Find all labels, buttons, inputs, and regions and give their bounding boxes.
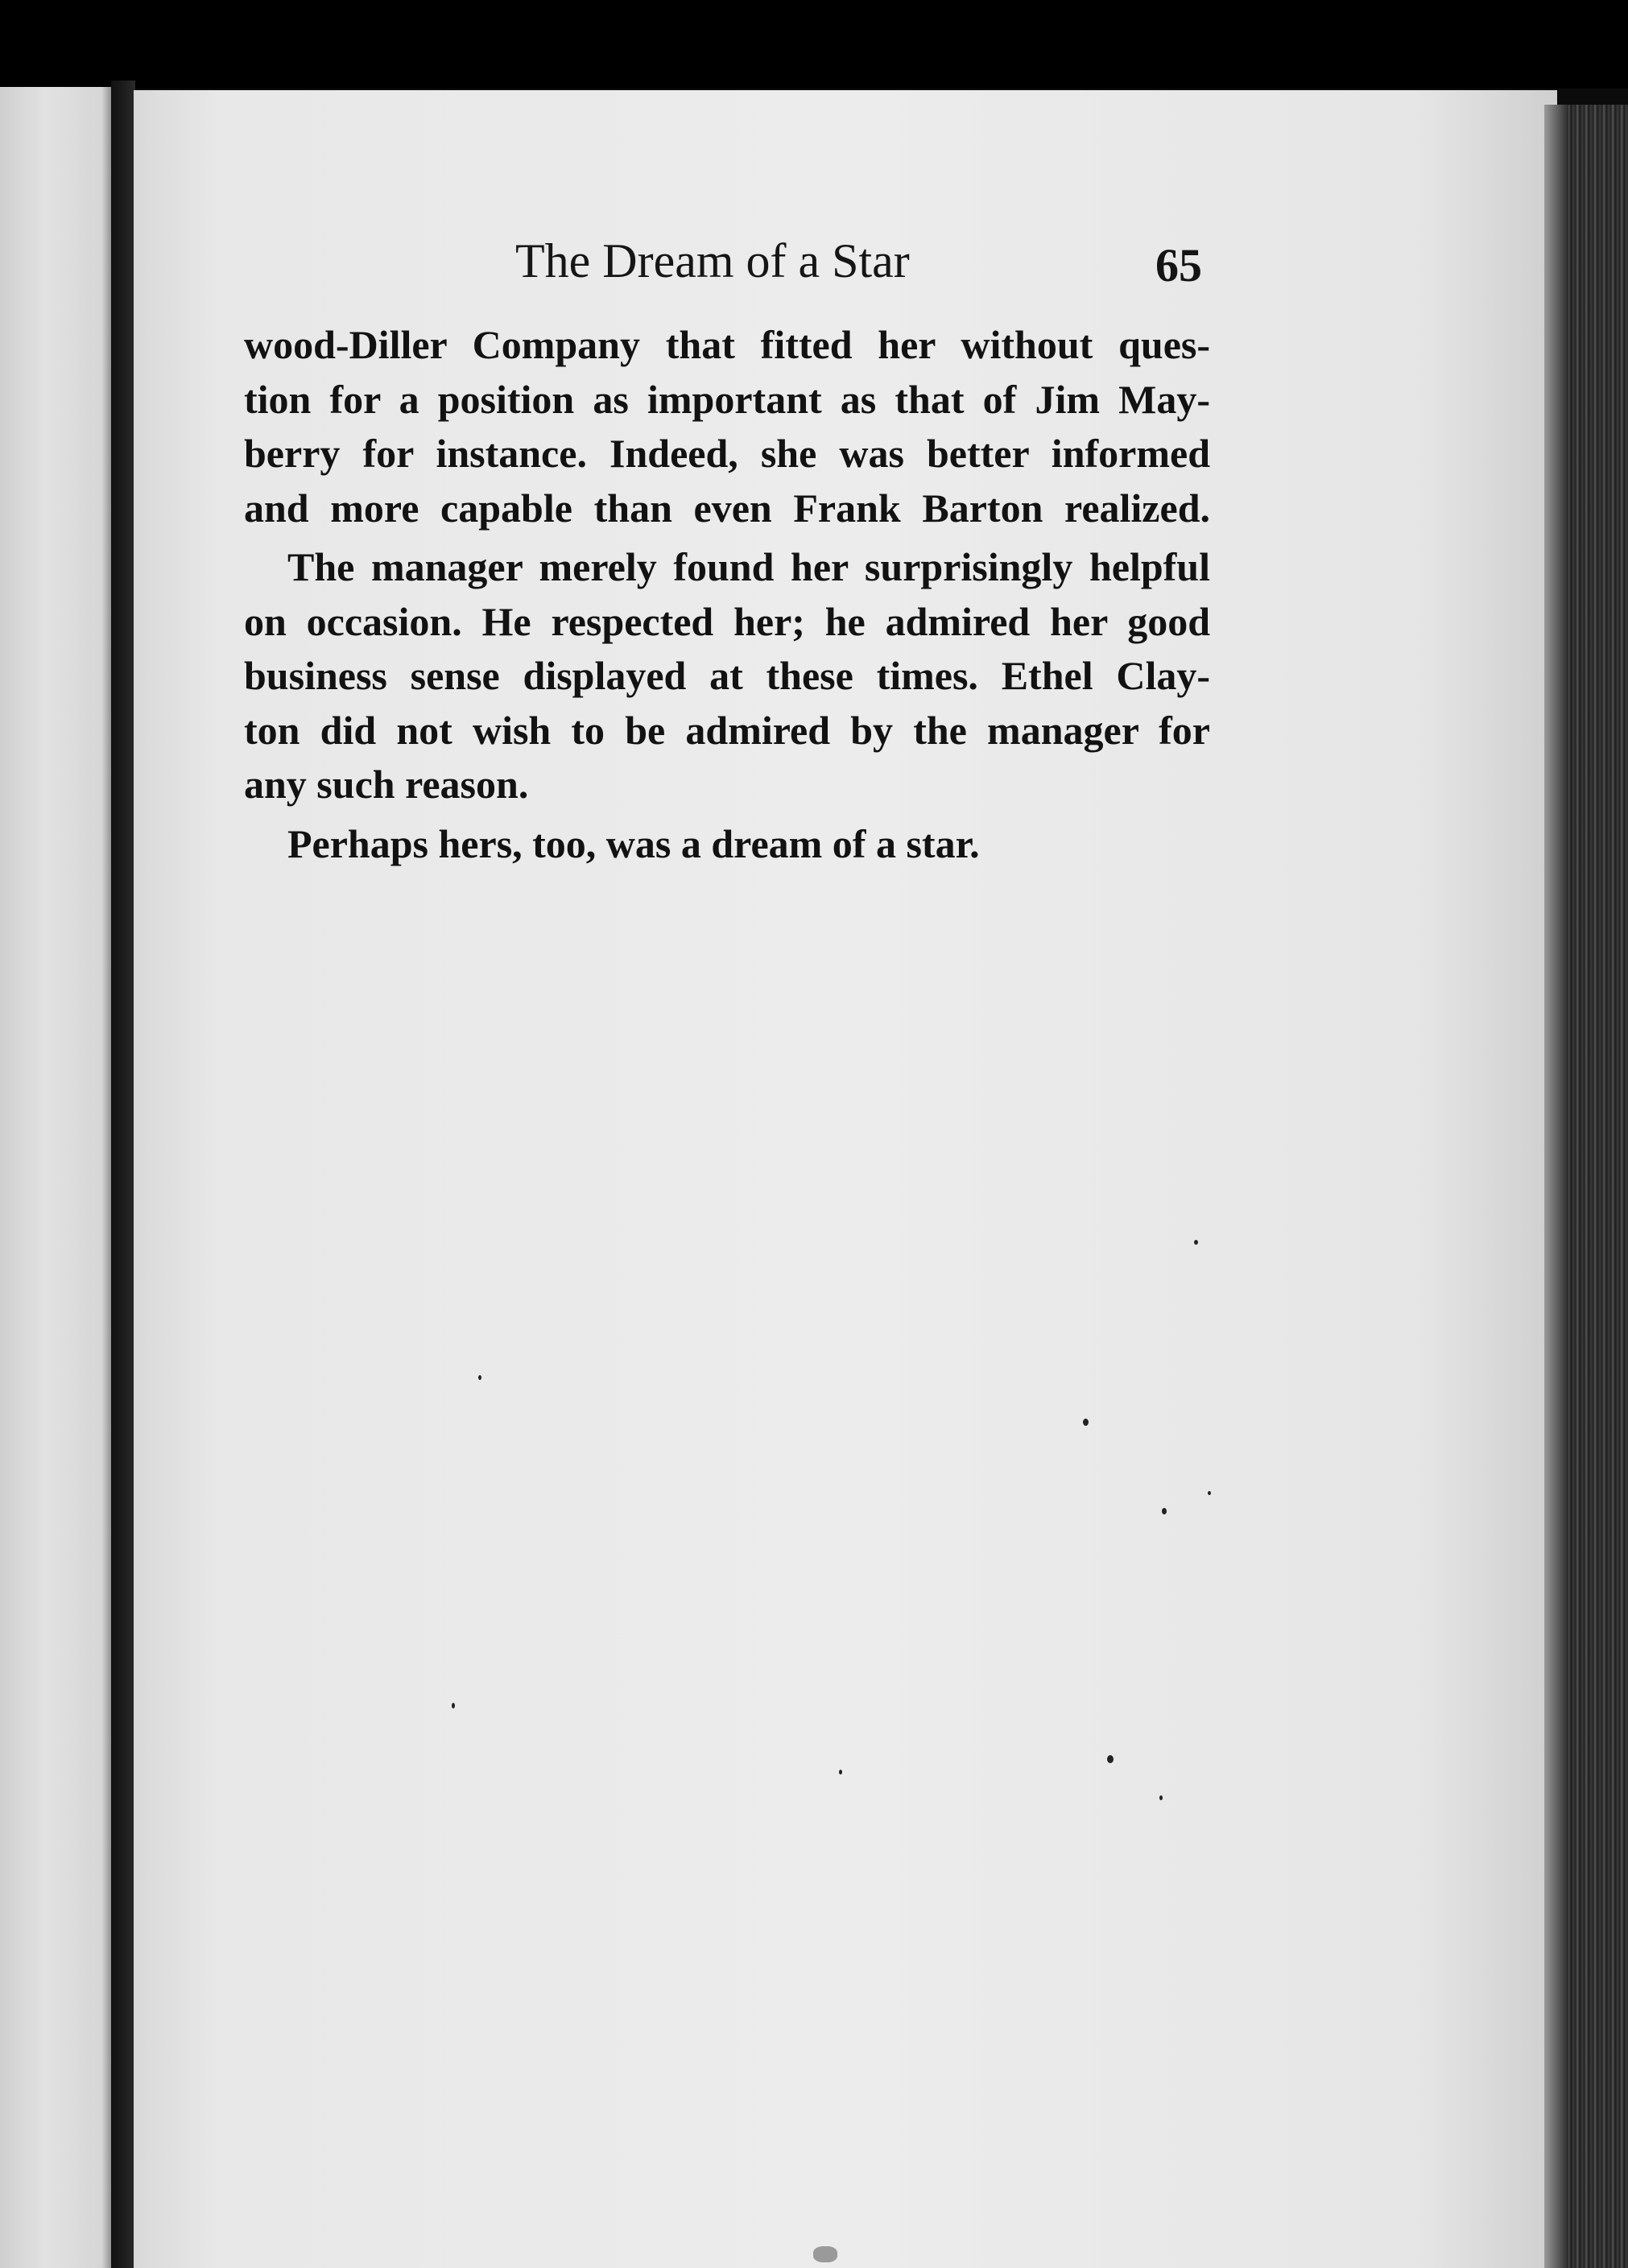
paragraph-2	[244, 540, 1210, 812]
scan-speck	[1194, 1240, 1198, 1245]
facing-page-edge	[0, 87, 113, 2268]
scan-top-border	[0, 0, 1628, 89]
scan-speck	[1083, 1419, 1089, 1426]
text-line: ton did not wish to be admired by the manager for	[244, 707, 1210, 753]
body-text	[244, 318, 1210, 876]
scan-speck	[839, 1770, 842, 1774]
text-line: tion for a position as important as that of Jim May-	[244, 376, 1210, 422]
book-gutter	[111, 81, 135, 2268]
scan-speck	[1107, 1755, 1114, 1763]
text-line: on occasion. He respected her; he admired her good	[244, 598, 1210, 644]
text-line: The manager merely found her surprisingly helpful	[287, 544, 1210, 589]
scan-speck	[1162, 1508, 1167, 1514]
text-line: any such reason.	[244, 762, 529, 807]
page-number: 65	[1155, 239, 1202, 291]
paragraph-3	[244, 817, 1210, 872]
running-head: The Dream of a Star	[515, 234, 910, 287]
paragraph-1	[244, 318, 1210, 535]
scan-speck	[1208, 1491, 1211, 1495]
scan-speck	[478, 1375, 481, 1380]
scan-speck	[1159, 1795, 1163, 1800]
scan-speck	[452, 1703, 455, 1708]
page-edge-shadow	[1544, 105, 1568, 2268]
scan-speck	[813, 2246, 837, 2262]
text-line: business sense displayed at these times. Ethel Clay-	[244, 653, 1210, 698]
text-line: berry for instance. Indeed, she was better informed	[244, 431, 1210, 476]
text-line: wood-Diller Company that fitted her without ques-	[244, 322, 1210, 367]
text-line: and more capable than even Frank Barton realized.	[244, 485, 1210, 531]
text-line: Perhaps hers, too, was a dream of a star.	[287, 820, 980, 866]
